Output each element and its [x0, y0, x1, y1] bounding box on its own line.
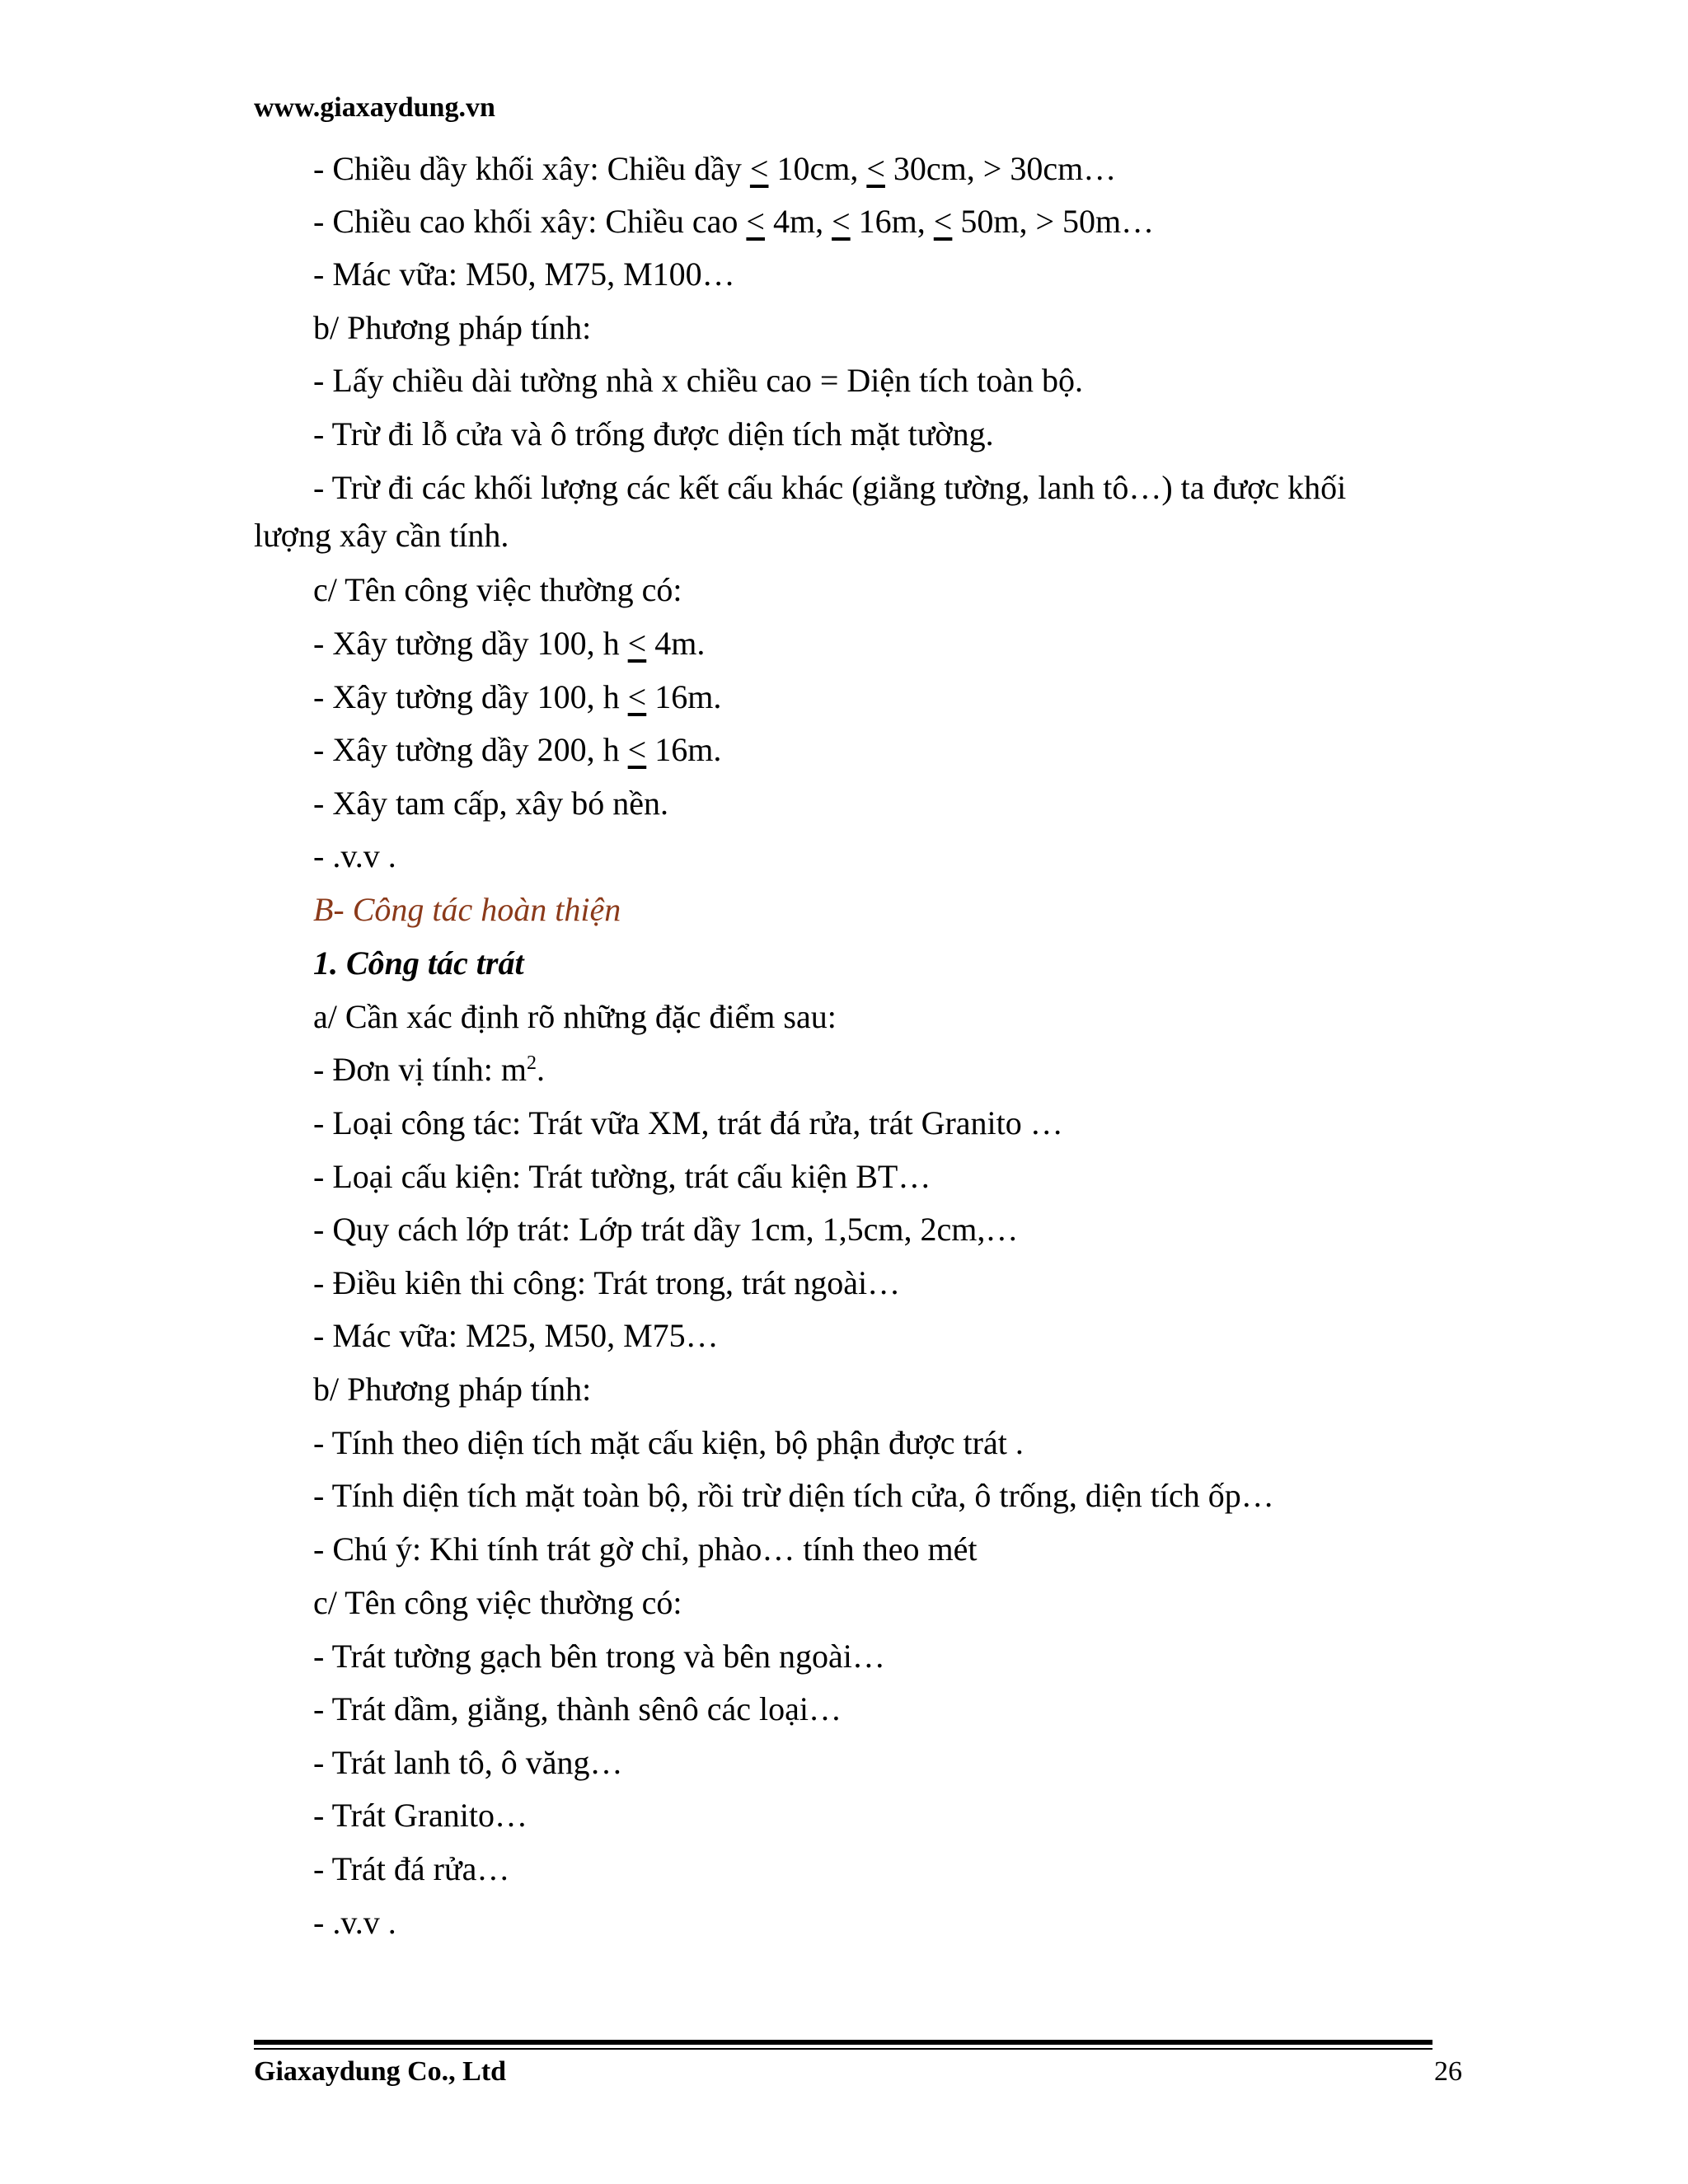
- text-line: - Quy cách lớp trát: Lớp trát dầy 1cm, 1,5cm, 2cm,…: [313, 1211, 1019, 1248]
- text-line: b/ Phương pháp tính:: [313, 1371, 592, 1408]
- text-line: - Trát đá rửa…: [313, 1850, 510, 1887]
- text-line: - Xây tường dầy 200, h < 16m.: [313, 731, 722, 768]
- text-line: c/ Tên công việc thường có:: [313, 571, 682, 608]
- text-line: - Trừ đi các khối lượng các kết cấu khác (giằng tường, lanh tô…) ta được khối: [313, 469, 1347, 506]
- text-line: - Đơn vị tính: $m^2$.: [313, 1051, 545, 1088]
- subsection-heading: 1. Công tác trát: [313, 944, 524, 982]
- text-line: - Xây tường dầy 100, h < 16m.: [313, 678, 722, 715]
- text-line: - Chiều cao khối xây: Chiều cao < 4m, < 16m, < 50m, > 50m…: [313, 203, 1155, 240]
- text-line: - .v.v .: [313, 1904, 396, 1941]
- text-line: - Chú ý: Khi tính trát gờ chỉ, phào… tính theo mét: [313, 1530, 978, 1568]
- text-line: - Trát tường gạch bên trong và bên ngoài…: [313, 1638, 885, 1675]
- text-line: - Lấy chiều dài tường nhà x chiều cao = Diện tích toàn bộ.: [313, 362, 1083, 399]
- text-line: - Xây tam cấp, xây bó nền.: [313, 785, 668, 822]
- text-line: - Trát dầm, giằng, thành sênô các loại…: [313, 1690, 842, 1727]
- text-line: - Trát lanh tô, ô văng…: [313, 1744, 623, 1781]
- text-line: - Tính theo diện tích mặt cấu kiện, bộ phận được trát .: [313, 1424, 1024, 1461]
- text-line: - Loại cấu kiện: Trát tường, trát cấu kiện BT…: [313, 1158, 931, 1195]
- footer-rule-thin: [254, 2048, 1432, 2050]
- text-line: - Xây tường dầy 100, h < 4m.: [313, 625, 706, 662]
- text-line: - Mác vữa: M25, M50, M75…: [313, 1317, 719, 1354]
- text-line: b/ Phương pháp tính:: [313, 309, 592, 346]
- text-line: - Trát Granito…: [313, 1797, 528, 1834]
- footer-rule-thick: [254, 2040, 1432, 2045]
- text-line: - Trừ đi lỗ cửa và ô trống được diện tích mặt tường.: [313, 415, 994, 452]
- text-line: c/ Tên công việc thường có:: [313, 1584, 682, 1621]
- text-line: - Tính diện tích mặt toàn bộ, rồi trừ diện tích cửa, ô trống, diện tích ốp…: [313, 1477, 1274, 1514]
- text-line: - Điều kiên thi công: Trát trong, trát ngoài…: [313, 1264, 901, 1301]
- text-line: a/ Cần xác định rõ những đặc điểm sau:: [313, 998, 837, 1035]
- page-number: 26: [1434, 2056, 1462, 2087]
- header-site: www.giaxaydung.vn: [254, 92, 495, 123]
- text-line: lượng xây cần tính.: [254, 517, 509, 554]
- text-line: - Chiều dầy khối xây: Chiều dầy < 10cm, < 30cm, > 30cm…: [313, 150, 1117, 187]
- text-line: - Loại công tác: Trát vữa XM, trát đá rửa, trát Granito …: [313, 1104, 1063, 1141]
- text-line: - Mác vữa: M50, M75, M100…: [313, 255, 735, 293]
- section-heading: B- Công tác hoàn thiện: [313, 891, 621, 928]
- text-line: - .v.v .: [313, 837, 396, 874]
- footer-company: Giaxaydung Co., Ltd: [254, 2056, 507, 2087]
